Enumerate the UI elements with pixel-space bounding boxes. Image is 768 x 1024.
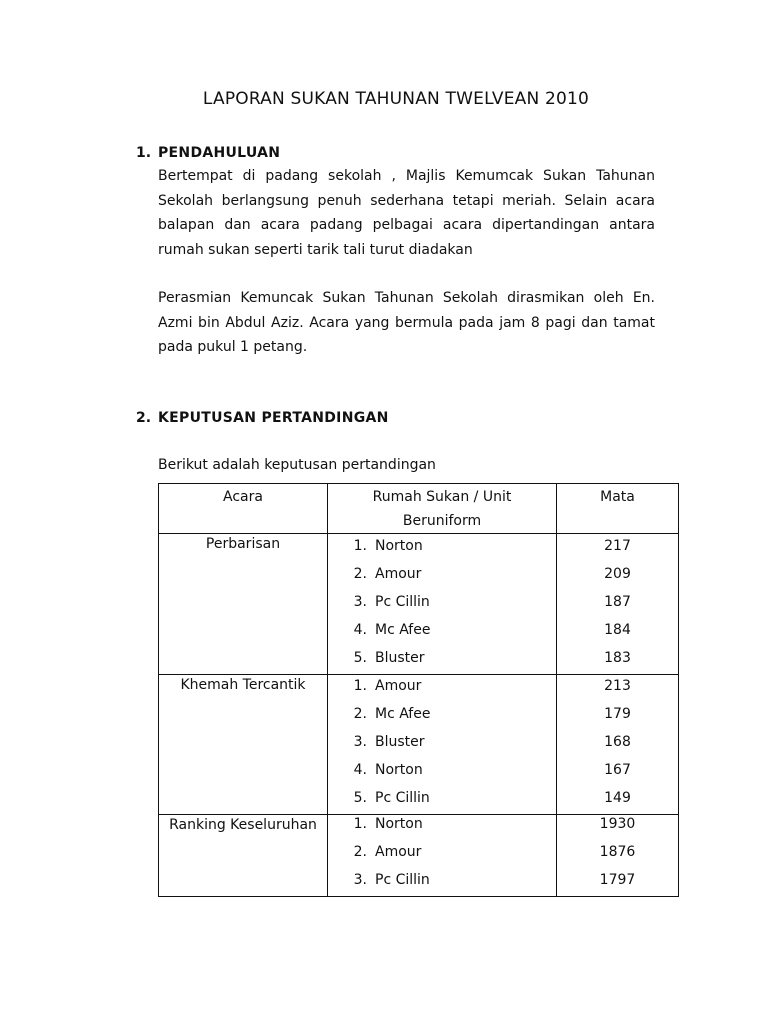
list-item bbox=[328, 840, 556, 868]
score-value: 168 bbox=[604, 734, 631, 750]
score-list bbox=[557, 812, 678, 896]
rank-number: 4. bbox=[353, 622, 367, 638]
rank-number: 4. bbox=[353, 762, 367, 778]
acara-name: Khemah Tercantik bbox=[180, 677, 306, 693]
acara-cell bbox=[159, 675, 328, 815]
rank-number: 5. bbox=[353, 650, 367, 666]
team-name: Amour bbox=[375, 844, 422, 860]
score-value: 167 bbox=[604, 762, 631, 778]
team-name: Mc Afee bbox=[375, 706, 431, 722]
list-item bbox=[328, 730, 556, 758]
list-item bbox=[328, 786, 556, 814]
results-table bbox=[158, 483, 679, 897]
score-value: 1876 bbox=[599, 844, 636, 860]
table-row bbox=[159, 534, 679, 675]
rumah-sukan-cell bbox=[328, 534, 557, 675]
list-item bbox=[328, 534, 556, 562]
section-1-heading: PENDAHULUAN bbox=[158, 145, 281, 161]
acara-name: Perbarisan bbox=[205, 536, 281, 552]
section-2-heading: KEPUTUSAN PERTANDINGAN bbox=[158, 410, 389, 426]
header-mata: Mata bbox=[557, 484, 679, 534]
rank-number: 1. bbox=[353, 816, 367, 832]
header-rumah-line1: Rumah Sukan / Unit bbox=[372, 489, 512, 505]
page-title: LAPORAN SUKAN TAHUNAN TWELVEAN 2010 bbox=[202, 89, 590, 109]
list-item bbox=[328, 868, 556, 896]
mata-cell bbox=[557, 675, 679, 815]
header-acara: Acara bbox=[159, 484, 328, 534]
rank-number: 3. bbox=[353, 872, 367, 888]
score-value: 217 bbox=[604, 538, 631, 554]
score-value: 209 bbox=[604, 566, 631, 582]
mata-cell bbox=[557, 534, 679, 675]
acara-cell bbox=[159, 534, 328, 675]
list-item bbox=[328, 618, 556, 646]
team-name: Bluster bbox=[375, 650, 425, 666]
score-value: 213 bbox=[604, 678, 631, 694]
score-value: 149 bbox=[604, 790, 631, 806]
table-header-row bbox=[159, 484, 679, 534]
mata-cell bbox=[557, 815, 679, 897]
rumah-sukan-cell bbox=[328, 675, 557, 815]
team-name: Amour bbox=[375, 566, 422, 582]
rank-number: 3. bbox=[353, 594, 367, 610]
section-1-paragraph-1: Bertempat di padang sekolah , Majlis Kemumcak Sukan Tahunan Sekolah berlangsung penuh sederhana tetapi meriah. Selain acara balapan dan acara padang pelbagai acara dipertandingan antara rumah sukan seperti tarik tali turut diadakan bbox=[158, 168, 655, 258]
team-name: Amour bbox=[375, 678, 422, 694]
section-1-paragraph-2: Perasmian Kemuncak Sukan Tahunan Sekolah dirasmikan oleh En. Azmi bin Abdul Aziz. Acara yang bermula pada jam 8 pagi dan tamat pada pukul 1 petang. bbox=[158, 290, 655, 355]
table-row bbox=[159, 675, 679, 815]
list-item bbox=[328, 812, 556, 840]
rumah-sukan-cell bbox=[328, 815, 557, 897]
score-value: 183 bbox=[604, 650, 631, 666]
score-list bbox=[557, 534, 678, 674]
team-name: Bluster bbox=[375, 734, 425, 750]
rank-number: 2. bbox=[353, 844, 367, 860]
team-name: Norton bbox=[375, 538, 423, 554]
list-item bbox=[328, 702, 556, 730]
rank-number: 2. bbox=[353, 706, 367, 722]
score-value: 179 bbox=[604, 706, 631, 722]
list-item bbox=[328, 758, 556, 786]
score-value: 184 bbox=[604, 622, 631, 638]
team-list bbox=[328, 534, 556, 674]
score-value: 1797 bbox=[599, 872, 636, 888]
team-name: Mc Afee bbox=[375, 622, 431, 638]
rank-number: 2. bbox=[353, 566, 367, 582]
header-rumah-sukan bbox=[328, 484, 557, 534]
team-name: Pc Cillin bbox=[375, 594, 430, 610]
list-item bbox=[328, 562, 556, 590]
rank-number: 1. bbox=[353, 538, 367, 554]
score-value: 187 bbox=[604, 594, 631, 610]
team-list bbox=[328, 674, 556, 814]
list-item bbox=[328, 674, 556, 702]
team-name: Pc Cillin bbox=[375, 790, 430, 806]
acara-name: Ranking Keseluruhan bbox=[169, 817, 317, 833]
header-rumah-line2: Beruniform bbox=[402, 513, 482, 529]
team-name: Norton bbox=[375, 816, 423, 832]
rank-number: 1. bbox=[353, 678, 367, 694]
team-name: Norton bbox=[375, 762, 423, 778]
rank-number: 5. bbox=[353, 790, 367, 806]
score-value: 1930 bbox=[599, 816, 636, 832]
rank-number: 3. bbox=[353, 734, 367, 750]
results-intro: Berikut adalah keputusan pertandingan bbox=[158, 457, 436, 473]
score-list bbox=[557, 674, 678, 814]
team-name: Pc Cillin bbox=[375, 872, 430, 888]
section-2-number: 2. bbox=[136, 410, 152, 426]
section-1-number: 1. bbox=[136, 145, 152, 161]
team-list bbox=[328, 812, 556, 896]
list-item bbox=[328, 590, 556, 618]
list-item bbox=[328, 646, 556, 674]
acara-cell bbox=[159, 815, 328, 897]
table-row bbox=[159, 815, 679, 897]
